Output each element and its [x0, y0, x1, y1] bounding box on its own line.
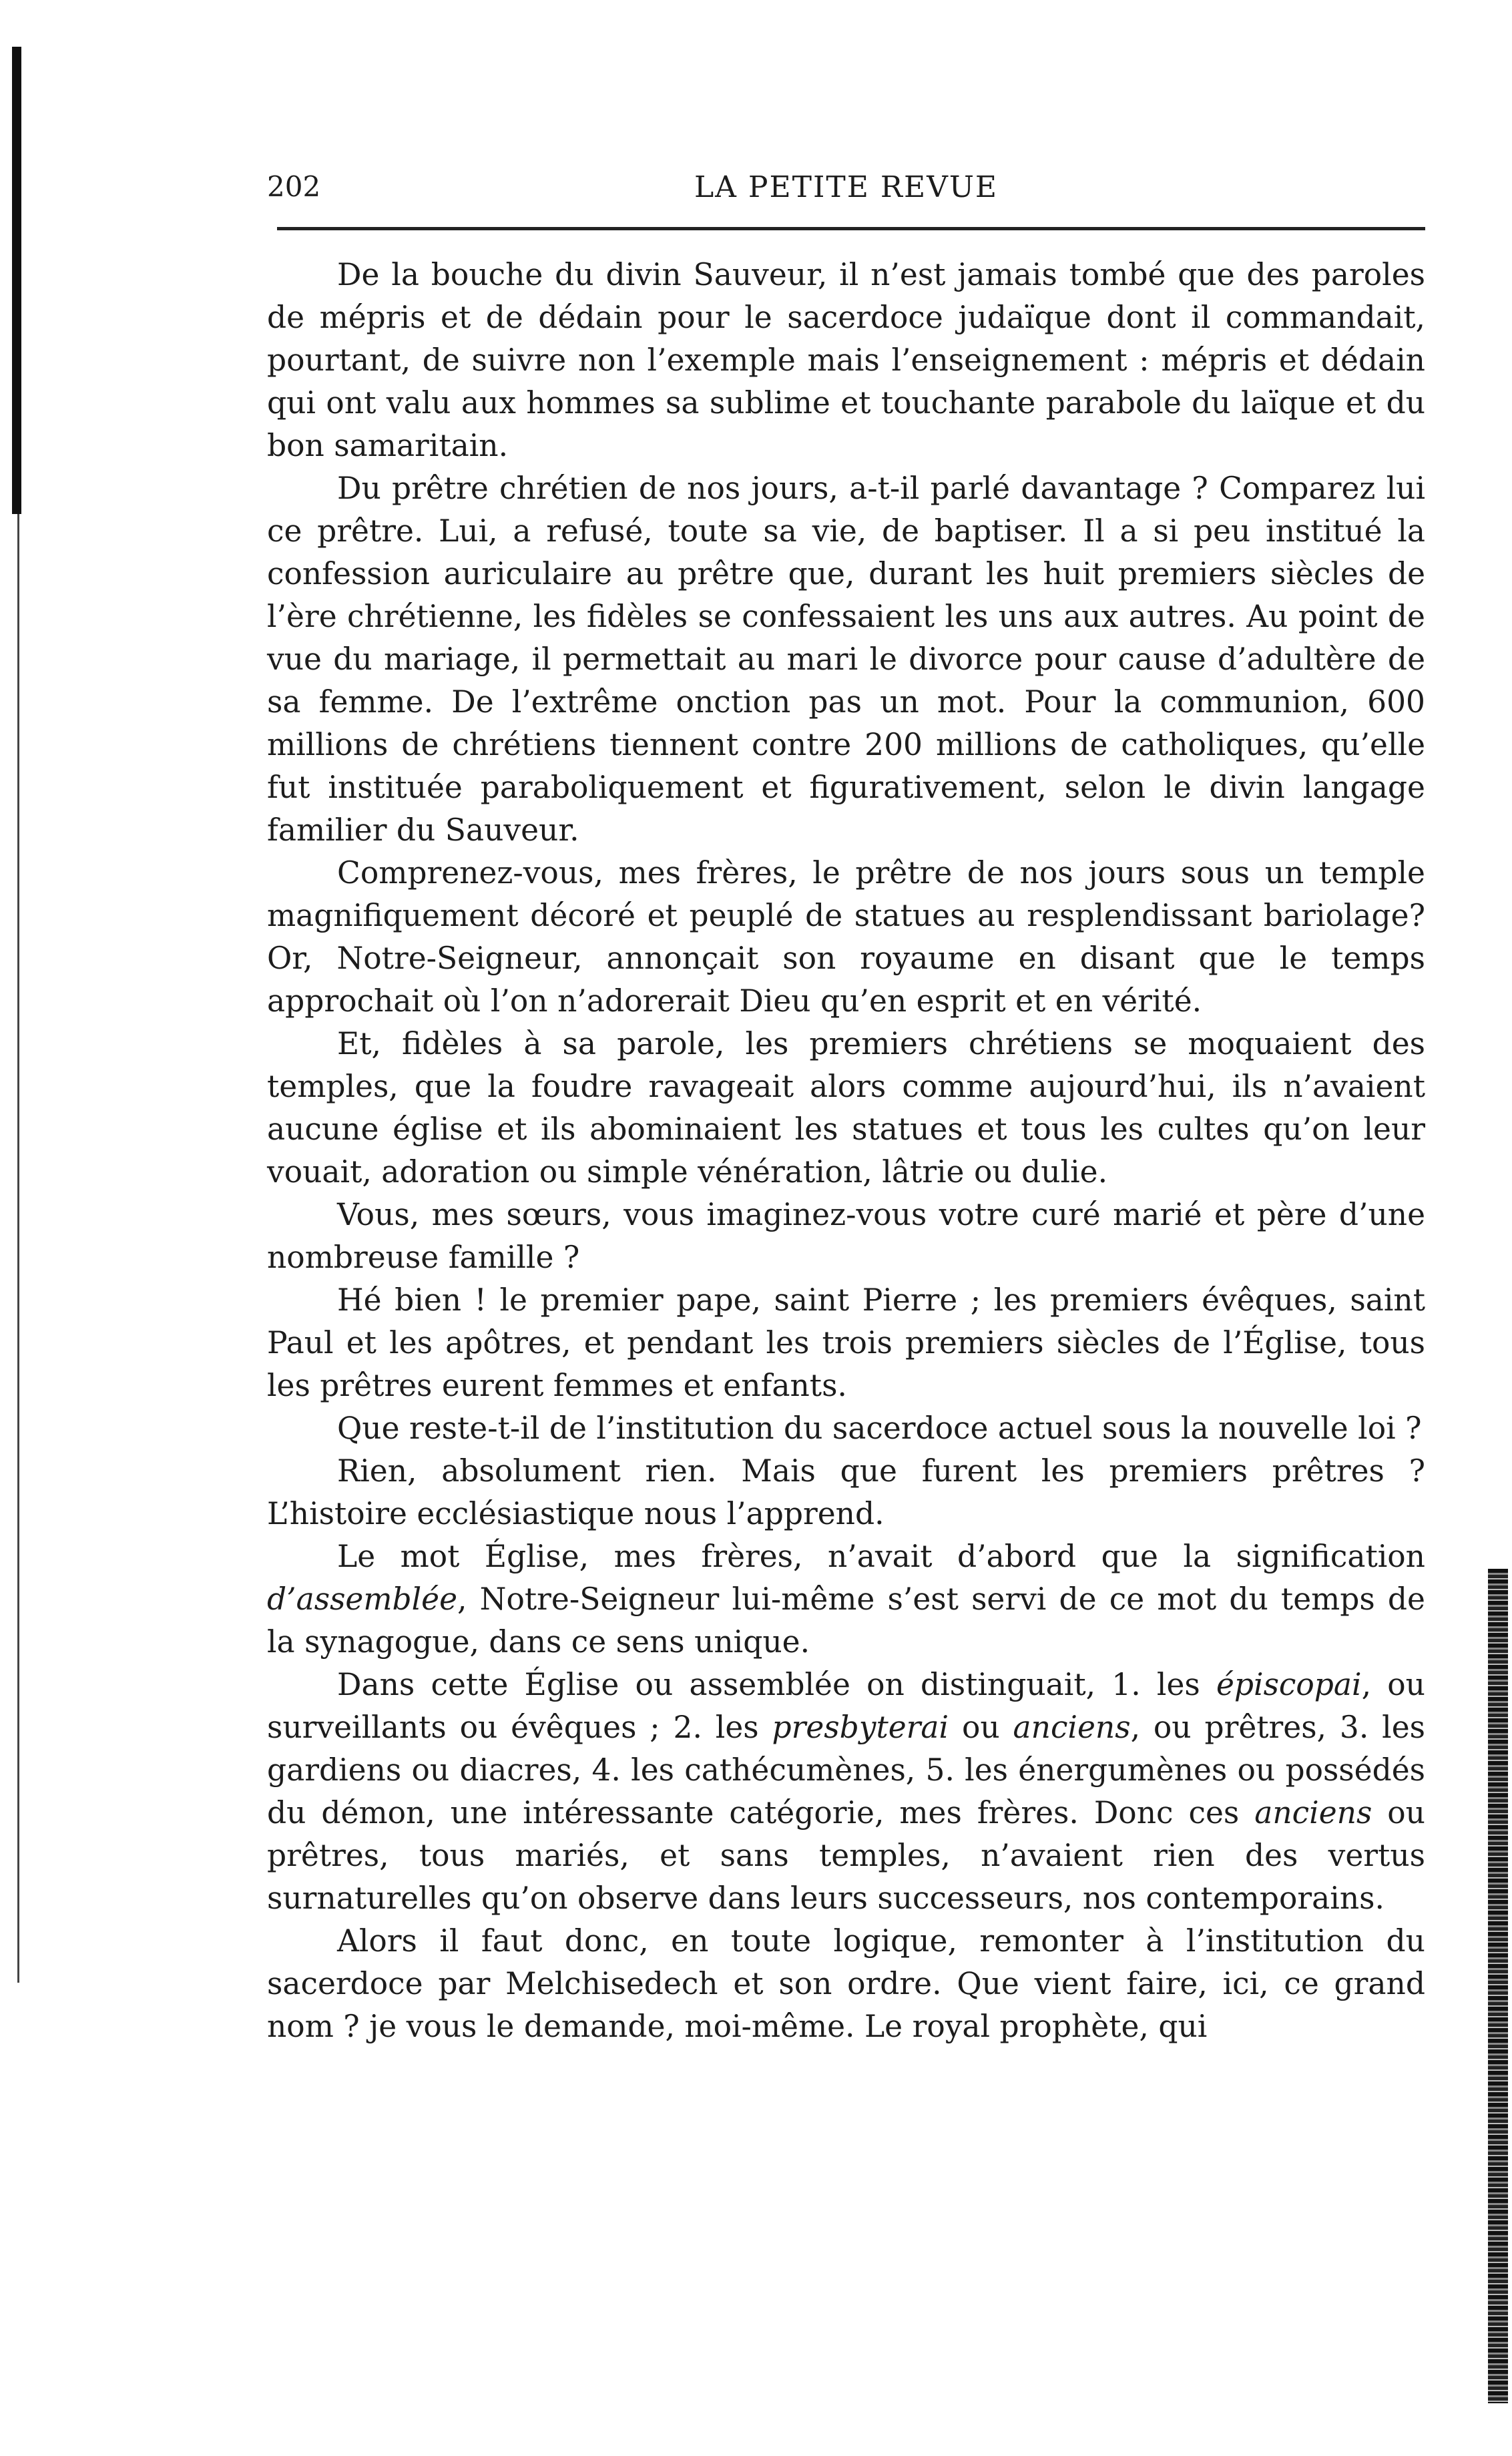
header-rule [277, 227, 1425, 230]
text-run: ou prêtres, tous mariés, et sans temples, n’avaient rien des vertus surnaturelles qu’on observe dans leurs successeurs, nos contemporains. [267, 1795, 1425, 1916]
paragraph: Hé bien ! le premier pape, saint Pierre ; les premiers évêques, saint Paul et les apôtres, et pendant les trois premiers siècles de l’Église, tous les prêtres eurent femmes et enfants. [267, 1282, 1425, 1403]
paragraph: Que reste-t-il de l’institution du sacerdoce actuel sous la nouvelle loi ? [337, 1411, 1422, 1446]
page-header [267, 170, 1425, 217]
text-run: Le mot Église, mes frères, n’avait d’abord que la signification [337, 1539, 1425, 1574]
text-run: , ou prêtres, 3. les gardiens ou diacres, 4. les cathécumènes, 5. les énergumènes ou possédés du démon, une intéressante catégorie, mes frères. Donc ces [267, 1710, 1425, 1830]
paragraph: De la bouche du divin Sauveur, il n’est jamais tombé que des paroles de mépris et de dédain pour le sacerdoce judaïque dont il commandait, pourtant, de suivre non l’exemple mais l’enseignement : mépris et dédain qui ont valu aux hommes sa sublime et touchante parabole du laïque et du bon samaritain. [267, 257, 1425, 463]
text-run: ou [949, 1710, 1013, 1745]
paragraph: Vous, mes sœurs, vous imaginez-vous votre curé marié et père d’une nombreuse famille ? [267, 1197, 1425, 1275]
italic-term: anciens [1254, 1795, 1372, 1830]
italic-term: épiscopai [1216, 1667, 1362, 1702]
page-number: 202 [267, 170, 321, 203]
paragraph: Du prêtre chrétien de nos jours, a-t-il parlé davantage ? Comparez lui ce prêtre. Lui, a refusé, toute sa vie, de baptiser. Il a si peu institué la confession auriculaire au prêtre que, durant les huit premiers siècles de l’ère chrétienne, les fidèles se confessaient les uns aux autres. Au point de vue du mariage, il permettait au mari le divorce pour cause d’adultère de sa femme. De l’extrême onction pas un mot. Pour la communion, 600 millions de chrétiens tiennent contre 200 millions de catholiques, qu’elle fut instituée paraboliquement et figurativement, selon le divin langage familier du Sauveur. [267, 471, 1425, 848]
italic-term: d’assemblée [267, 1581, 458, 1617]
text-run: Dans cette Église ou assemblée on distinguait, 1. les [337, 1667, 1216, 1702]
paragraph: Et, fidèles à sa parole, les premiers chrétiens se moquaient des temples, que la foudre ravageait alors comme aujourd’hui, ils n’avaient aucune église et ils abominaient les statues et tous les cultes qu’on leur vouait, adoration ou simple vénération, lâtrie ou dulie. [267, 1026, 1425, 1190]
paragraph: Rien, absolument rien. Mais que furent les premiers prêtres ? L’histoire ecclésiastique nous l’apprend. [267, 1453, 1425, 1531]
paragraph: Comprenez-vous, mes frères, le prêtre de nos jours sous un temple magnifiquement décoré et peuplé de statues au resplendissant bariolage? Or, Notre-Seigneur, annonçait son royaume en disant que le temps approchait où l’on n’adorerait Dieu qu’en esprit et en vérité. [267, 855, 1425, 1019]
scan-edge-right [1488, 1569, 1508, 2403]
paragraph-assemblee [267, 1664, 1425, 1920]
paragraph-eglise [267, 1535, 1425, 1664]
body-text [267, 254, 1425, 2048]
text-run: , Notre-Seigneur lui-même s’est servi de ce mot du temps de la synagogue, dans ce sens unique. [267, 1581, 1425, 1660]
scan-edge-bar [12, 47, 21, 514]
paragraph: Alors il faut donc, en toute logique, remonter à l’institution du sacerdoce par Melchisedech et son ordre. Que vient faire, ici, ce grand nom ? je vous le demande, moi-même. Le royal prophète, qui [267, 1923, 1425, 2044]
italic-term: anciens [1013, 1710, 1131, 1745]
italic-term: presbyterai [772, 1710, 949, 1745]
text-run: , ou surveillants ou évêques ; 2. les [267, 1667, 1425, 1745]
running-title: LA PETITE REVUE [694, 170, 999, 204]
scan-edge-line [17, 514, 19, 1983]
